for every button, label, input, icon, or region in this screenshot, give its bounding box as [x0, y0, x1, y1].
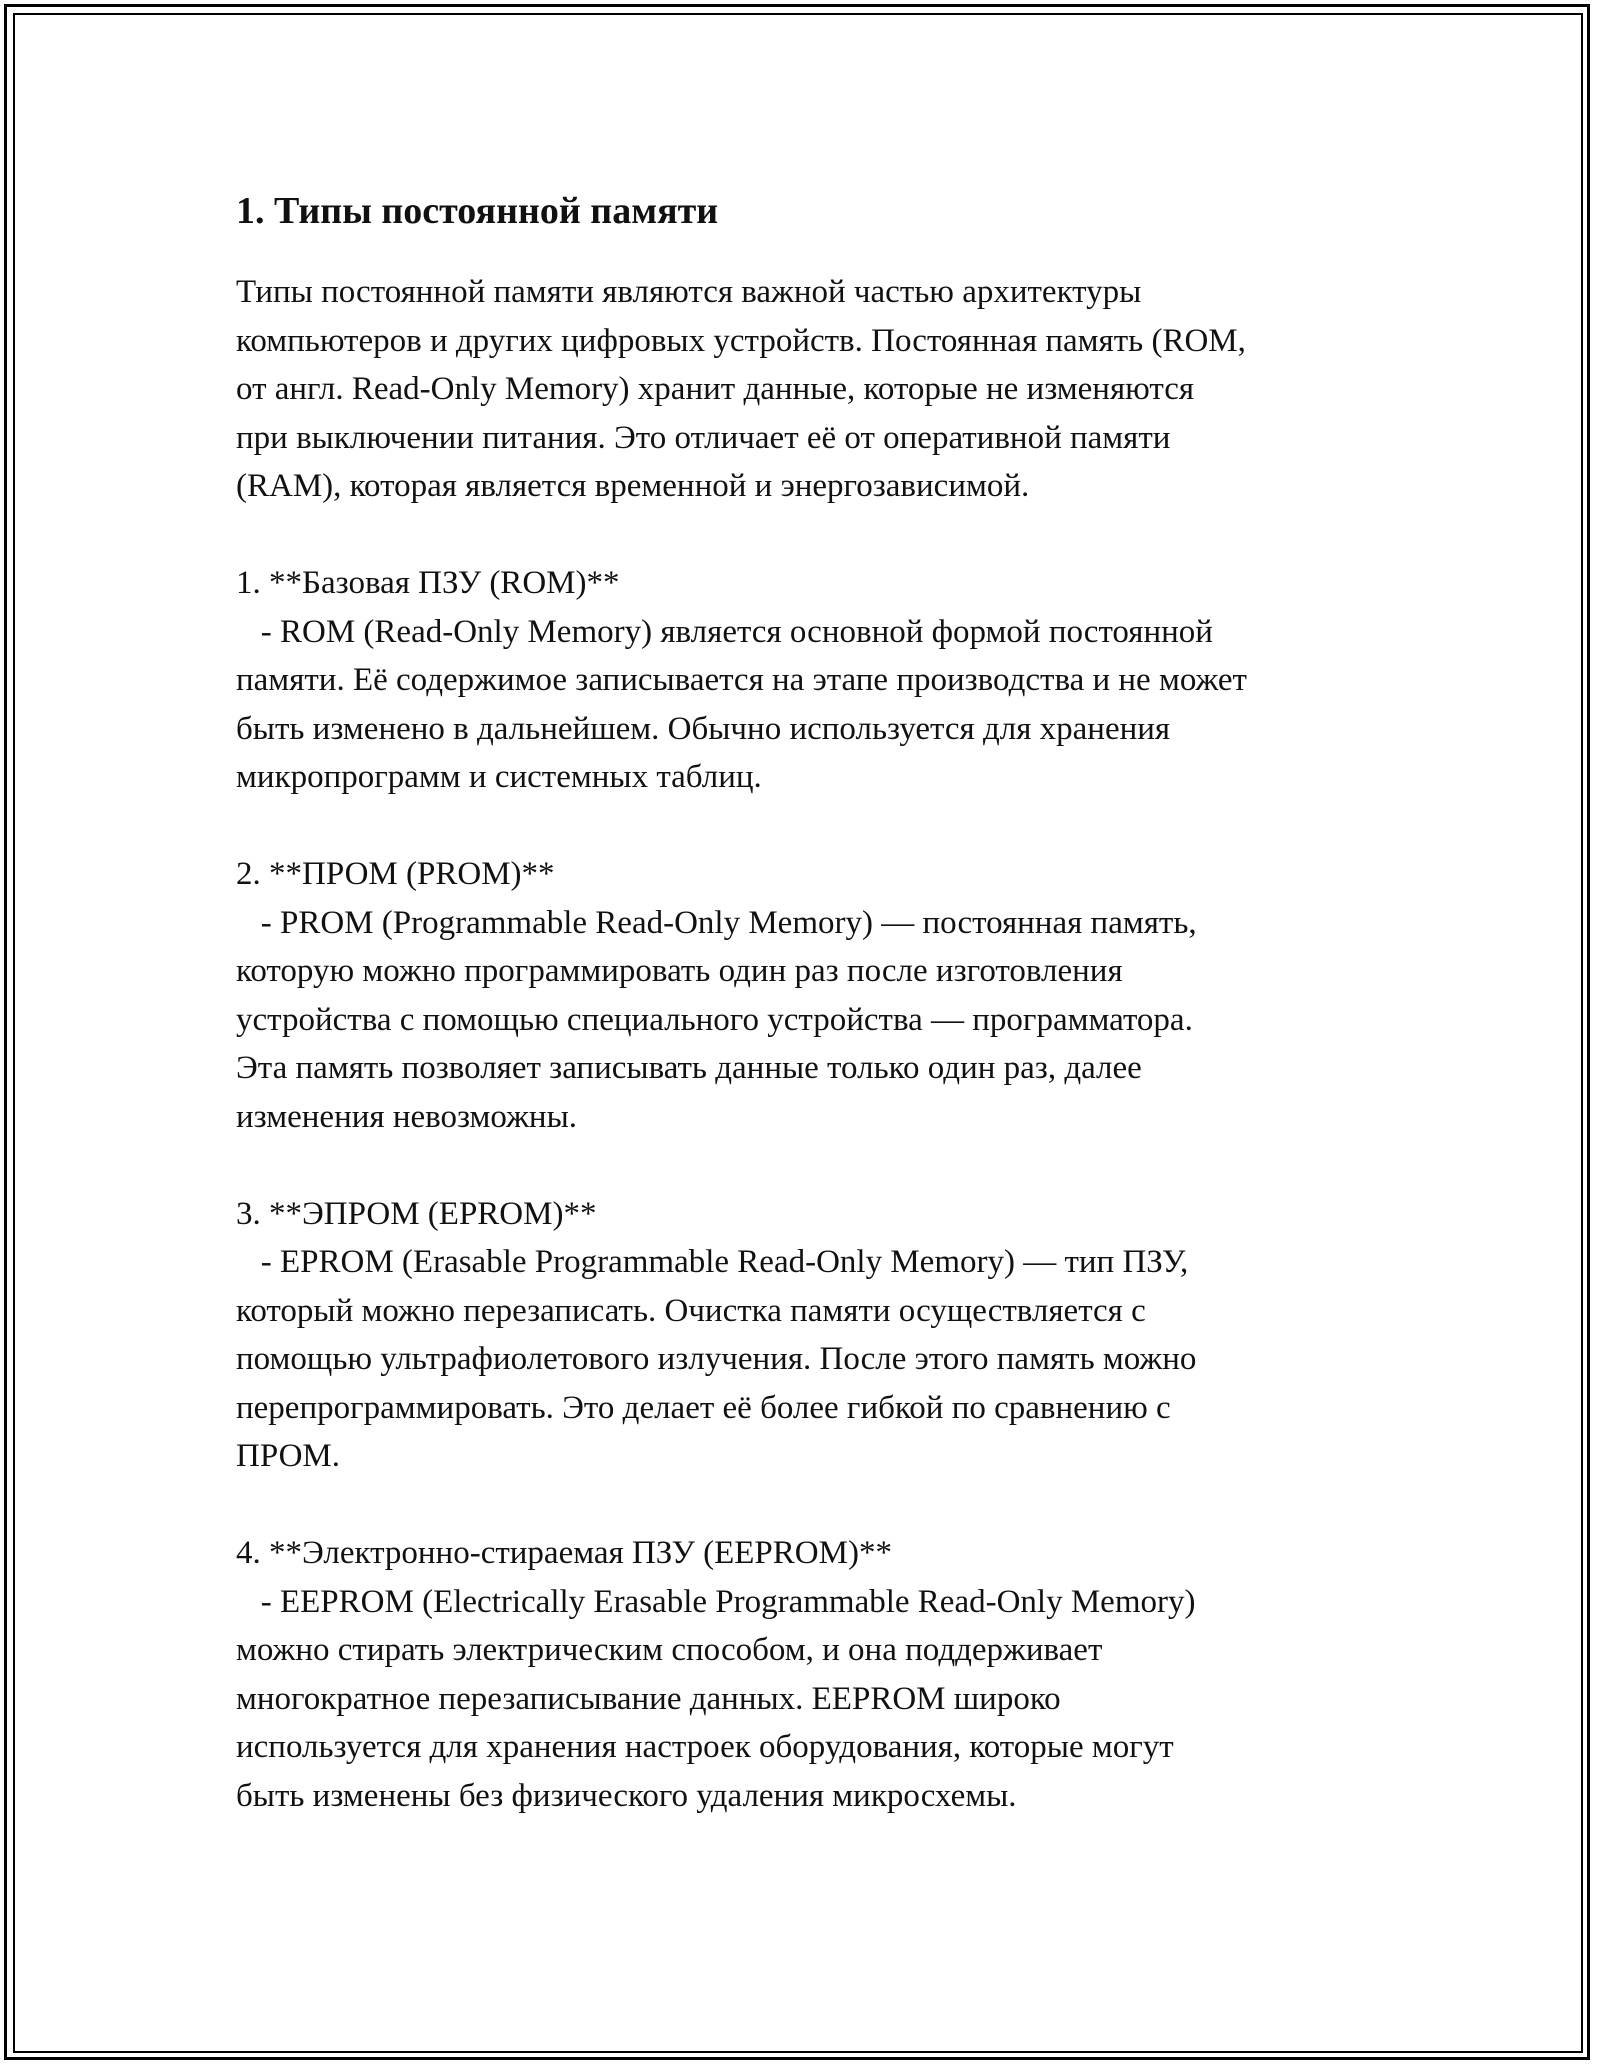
- paragraph-spacer: [236, 802, 1396, 851]
- paragraph-spacer: [236, 1141, 1396, 1190]
- section-2-body: - PROM (Programmable Read-Only Memory) — постоянная память, которую можно программировать один раз после изготовления устройства с помощью специального устройства — программатора. Эта память позволяет записывать данные только один раз, далее изменения невозможны.: [236, 904, 1197, 1135]
- document-heading: 1. Типы постоянной памяти: [236, 190, 719, 232]
- section-3-title: 3. **ЭПРОМ (EPROM)**: [236, 1195, 597, 1232]
- section-1-body: - ROM (Read-Only Memory) является основной формой постоянной памяти. Её содержимое записывается на этапе производства и не может быть изменено в дальнейшем. Обычно используется для хранения микропрограмм и системных таблиц.: [236, 613, 1247, 795]
- paragraph-spacer: [236, 511, 1396, 560]
- section-4-body: - EEPROM (Electrically Erasable Programmable Read-Only Memory) можно стирать электрическим способом, и она поддерживает многократное перезаписывание данных. EEPROM широко используется для хранения настроек оборудования, которые могут быть изменены без физического удаления микросхемы.: [236, 1583, 1196, 1814]
- section-4-title: 4. **Электронно-стираемая ПЗУ (EEPROM)**: [236, 1535, 892, 1571]
- document-body: [236, 186, 1396, 1820]
- section-2-title: 2. **ПРОМ (PROM)**: [236, 856, 555, 892]
- paragraph-spacer: [236, 1481, 1396, 1530]
- section-3-body: - EPROM (Erasable Programmable Read-Only Memory) — тип ПЗУ, который можно перезаписать. Очистка памяти осуществляется с помощью ультрафиолетового излучения. После этого память можно перепрограммировать. Это делает её более гибкой по сравнению с ПРОМ.: [236, 1244, 1197, 1474]
- section-1-title: 1. **Базовая ПЗУ (ROM)**: [236, 565, 620, 601]
- intro-paragraph: Типы постоянной памяти являются важной частью архитектуры компьютеров и других цифровых устройств. Постоянная память (ROM, от англ. Read-Only Memory) хранит данные, которые не изменяются при выключении питания. Это отличает её от оперативной памяти (RAM), которая является временной и энергозависимой.: [236, 274, 1246, 504]
